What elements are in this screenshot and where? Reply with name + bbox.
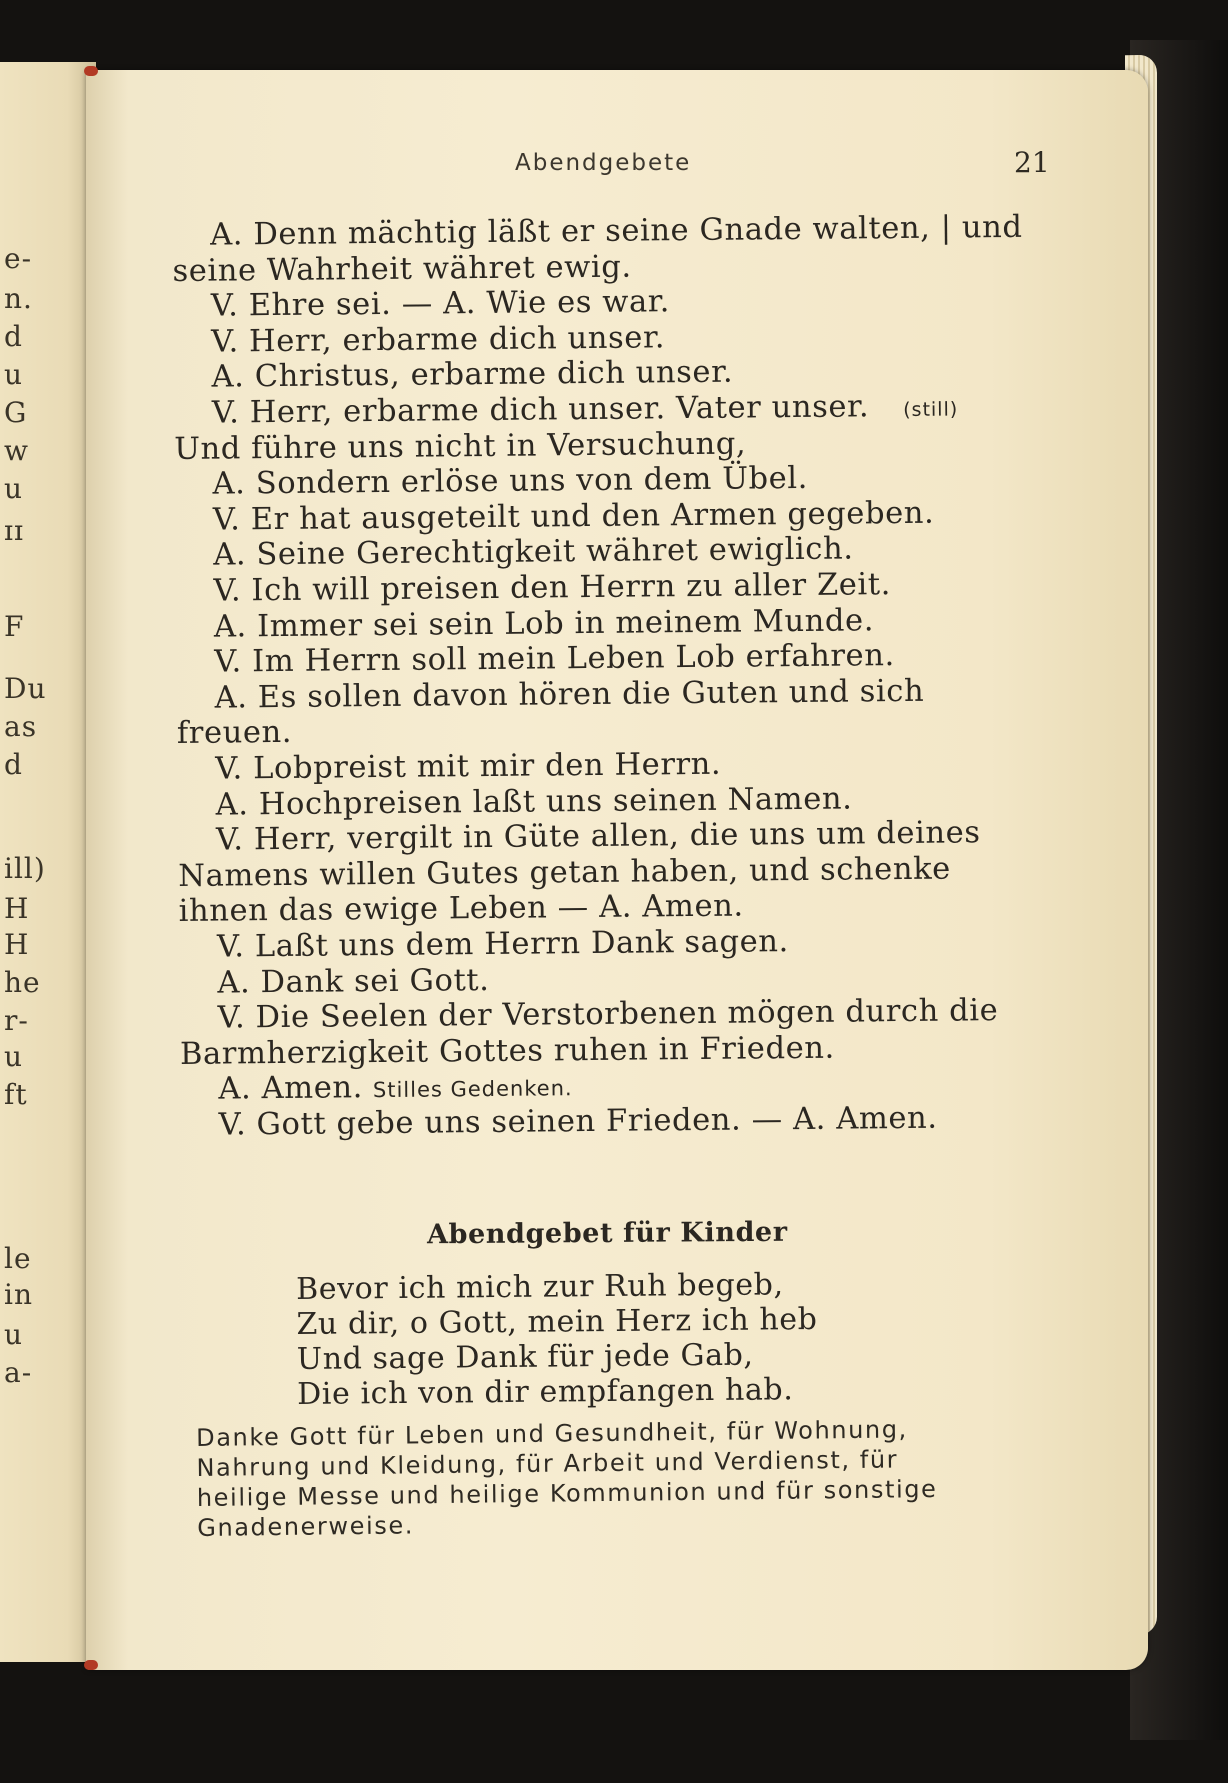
litany-line-text: Barmherzigkeit Gottes ruhen in Frieden. <box>179 1030 835 1072</box>
litany-line <box>179 924 789 966</box>
left-page-fragment: H <box>4 928 30 961</box>
poem-line: Bevor ich mich zur Ruh begeb, <box>296 1267 784 1307</box>
litany-line-text: Und führe uns nicht in Versuchung, <box>174 426 747 467</box>
litany-line-text: A. Hochpreisen laßt uns seinen Namen. <box>215 781 853 823</box>
poem-line: Zu dir, o Gott, mein Herz ich heb <box>296 1301 818 1342</box>
spine-thread-top <box>84 66 98 76</box>
left-page-fragment: d <box>4 748 23 781</box>
left-page-fragment: ɪɪ <box>4 514 24 547</box>
litany-line-text: A. Immer sei sein Lob in meinem Munde. <box>213 602 875 645</box>
spine-thread-bottom <box>84 1660 98 1670</box>
litany-line-text: A. Amen. <box>218 1070 364 1107</box>
left-page-fragment: as <box>4 710 38 743</box>
litany-line-text: A. Christus, erbarme dich unser. <box>211 355 734 396</box>
litany-line <box>176 674 924 717</box>
litany-line <box>172 249 632 289</box>
litany-line-text: V. Lobpreist mit mir den Herrn. <box>215 746 722 787</box>
litany-line-text: V. Ehre sei. — A. Wie es war. <box>210 284 671 324</box>
litany-line <box>181 1101 938 1144</box>
note-line: Danke Gott für Leben und Gesundheit, für Wohnung, <box>196 1415 908 1452</box>
left-page-fragment: ft <box>4 1078 28 1111</box>
litany-line <box>173 320 665 361</box>
litany-line-text: freuen. <box>176 715 293 752</box>
left-page-fragment: Du <box>4 672 47 705</box>
litany-line <box>180 1030 835 1072</box>
left-page-fragment: w <box>4 434 29 467</box>
litany-line-text: A. Denn mächtig läßt er seine Gnade walten, | und <box>209 209 1023 253</box>
litany-line-text: V. Gott gebe uns seinen Frieden. — A. Amen. <box>218 1100 938 1143</box>
litany-line <box>178 851 951 894</box>
rubric-stilles-gedenken: Stilles Gedenken. <box>372 1076 573 1103</box>
left-page-fragment: r- <box>4 1004 29 1037</box>
litany-line <box>173 355 733 396</box>
left-page-fragment: le <box>4 1242 32 1275</box>
left-page-fragment: he <box>4 966 41 999</box>
poem-line: Die ich von dir empfangen hab. <box>297 1372 794 1412</box>
litany-line-text: A. Seine Gerechtigkeit währet ewiglich. <box>213 531 854 574</box>
left-page-fragment: H <box>4 892 30 925</box>
left-page-fragment: u <box>4 1318 24 1351</box>
litany-line-text: Namens willen Gutes getan haben, und schenke <box>178 851 952 894</box>
litany-line-text: V. Herr, vergilt in Güte allen, die uns um deines <box>215 815 981 858</box>
litany-line-text: V. Er hat ausgeteilt und den Armen gegeben. <box>212 495 935 538</box>
litany-line <box>179 963 490 1002</box>
left-page-fragment: a- <box>4 1356 33 1389</box>
rubric-still: (still) <box>903 398 959 421</box>
note-line: Nahrung und Kleidung, für Arbeit und Verdienst, für <box>196 1445 899 1482</box>
note-line: Gnadenerweise. <box>197 1511 415 1542</box>
left-page-fragment: u <box>4 472 24 505</box>
left-page-fragment: u <box>4 358 24 391</box>
poem-line: Und sage Dank für jede Gab, <box>296 1337 754 1377</box>
left-page-fragment: d <box>4 320 23 353</box>
litany-line <box>178 889 743 930</box>
section-title: Abendgebet für Kinder <box>426 1216 788 1251</box>
litany-line <box>173 284 670 325</box>
running-header: Abendgebete <box>515 150 692 176</box>
left-page-fragment: ill) <box>4 852 46 885</box>
left-page <box>0 62 96 1662</box>
litany-line-text: V. Herr, erbarme dich unser. <box>211 320 666 360</box>
left-page-fragment: G <box>4 396 28 429</box>
litany-line <box>177 747 721 788</box>
litany-line-text: V. Laßt uns dem Herrn Dank sagen. <box>216 924 789 965</box>
litany-line-text: A. Es sollen davon hören die Guten und sich <box>214 673 925 716</box>
left-page-fragment: in <box>4 1278 33 1311</box>
litany-line-text: V. Ich will preisen den Herrn zu aller Zeit. <box>213 567 892 609</box>
litany-line-text: V. Im Herrn soll mein Leben Lob erfahren. <box>214 638 895 680</box>
litany-line-text: A. Dank sei Gott. <box>217 962 490 1001</box>
litany-line-text: ihnen das ewige Leben — A. Amen. <box>178 888 744 930</box>
page-number: 21 <box>1014 146 1050 179</box>
litany-line-text: A. Sondern erlöse uns von dem Übel. <box>212 461 809 502</box>
left-page-fragment: u <box>4 1040 24 1073</box>
litany-line-text: V. Die Seelen der Verstorbenen mögen durch die <box>217 993 999 1036</box>
left-page-fragment: n. <box>4 282 33 315</box>
left-page-fragment: e- <box>4 242 33 275</box>
litany-line <box>177 715 292 752</box>
litany-line-text: seine Wahrheit währet ewig. <box>172 249 632 289</box>
note-line: heilige Messe und heilige Kommunion und für sonstige <box>196 1474 938 1512</box>
left-page-fragment: F <box>4 610 25 643</box>
litany-line-text: V. Herr, erbarme dich unser. Vater unser. <box>211 389 870 431</box>
